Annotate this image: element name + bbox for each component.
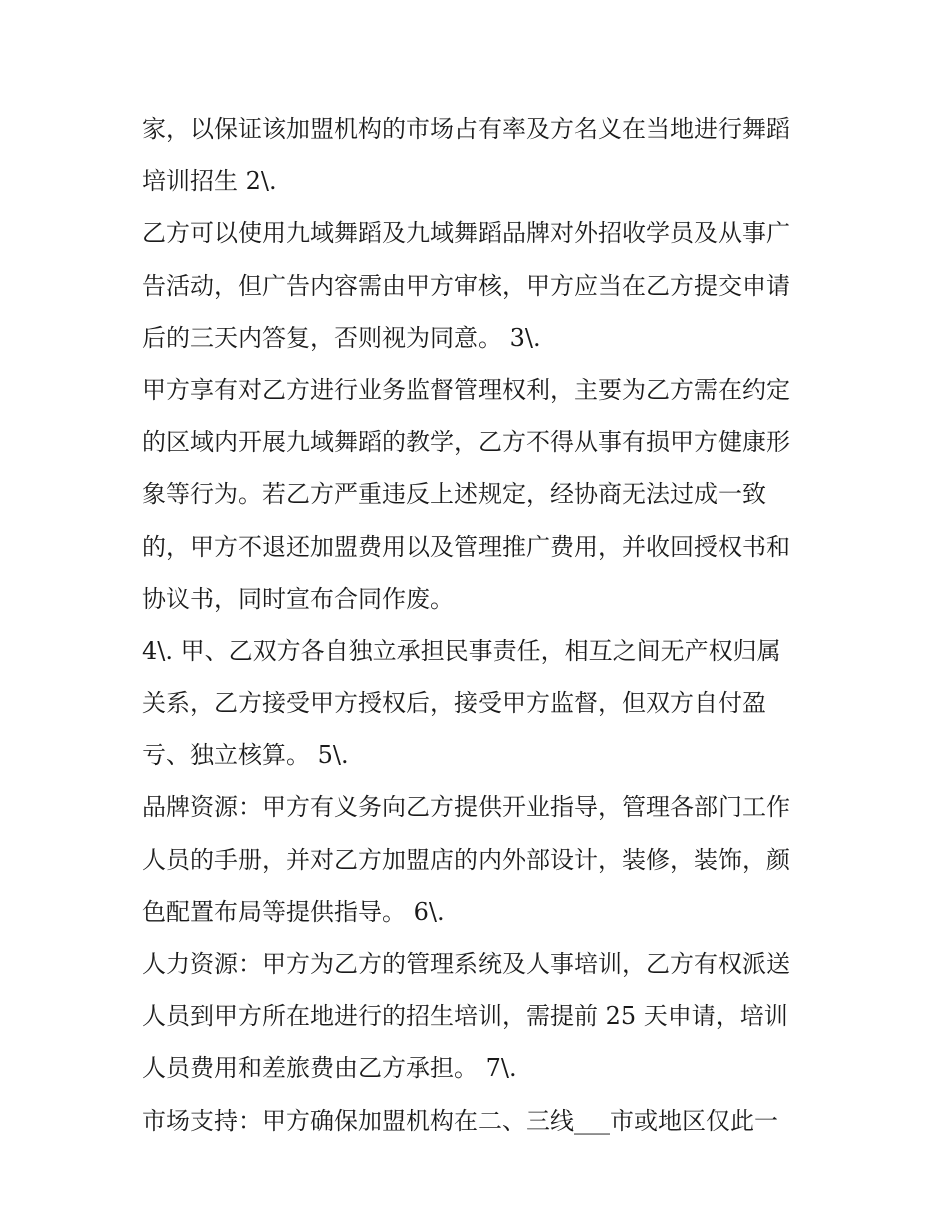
text-line: 家，以保证该加盟机构的市场占有率及方名义在当地进行舞蹈: [142, 115, 790, 143]
text-line: 人员费用和差旅费由乙方承担。 7\.: [142, 1054, 517, 1083]
text-line: 甲方享有对乙方进行业务监督管理权利，主要为乙方需在约定: [142, 375, 790, 404]
text-line: 培训招生 2\.: [142, 167, 277, 196]
text-line: 象等行为。若乙方严重违反上述规定，经协商无法过成一致: [142, 480, 766, 509]
text-line: 的区域内开展九域舞蹈的教学，乙方不得从事有损甲方健康形: [142, 428, 790, 457]
text-line: 乙方可以使用九域舞蹈及九域舞蹈品牌对外招收学员及从事广: [142, 219, 790, 248]
text-line: 的，甲方不退还加盟费用以及管理推广费用，并收回授权书和: [142, 532, 790, 561]
text-line: 后的三天内答复，否则视为同意。 3\.: [142, 323, 541, 352]
text-line: 色配置布局等提供指导。 6\.: [142, 897, 445, 926]
text-line: 4\. 甲、乙双方各自独立承担民事责任，相互之间无产权归属: [142, 636, 781, 665]
text-line: 市场支持：甲方确保加盟机构在二、三线___市或地区仅此一: [142, 1106, 778, 1135]
text-line: 亏、独立核算。 5\.: [142, 741, 349, 770]
text-line: 人员到甲方所在地进行的招生培训，需提前 25 天申请，培训: [142, 1002, 788, 1031]
document-body: [142, 103, 822, 1147]
text-line: 关系，乙方接受甲方授权后，接受甲方监督，但双方自付盈: [142, 689, 766, 718]
text-line: 告活动，但广告内容需由甲方审核，甲方应当在乙方提交申请: [142, 271, 790, 300]
text-line: 品牌资源：甲方有义务向乙方提供开业指导，管理各部门工作: [142, 793, 790, 822]
text-line: 协议书，同时宣布合同作废。: [142, 584, 454, 613]
text-line: 人力资源：甲方为乙方的管理系统及人事培训，乙方有权派送: [142, 950, 790, 978]
text-line: 人员的手册，并对乙方加盟店的内外部设计，装修，装饰，颜: [142, 845, 790, 874]
